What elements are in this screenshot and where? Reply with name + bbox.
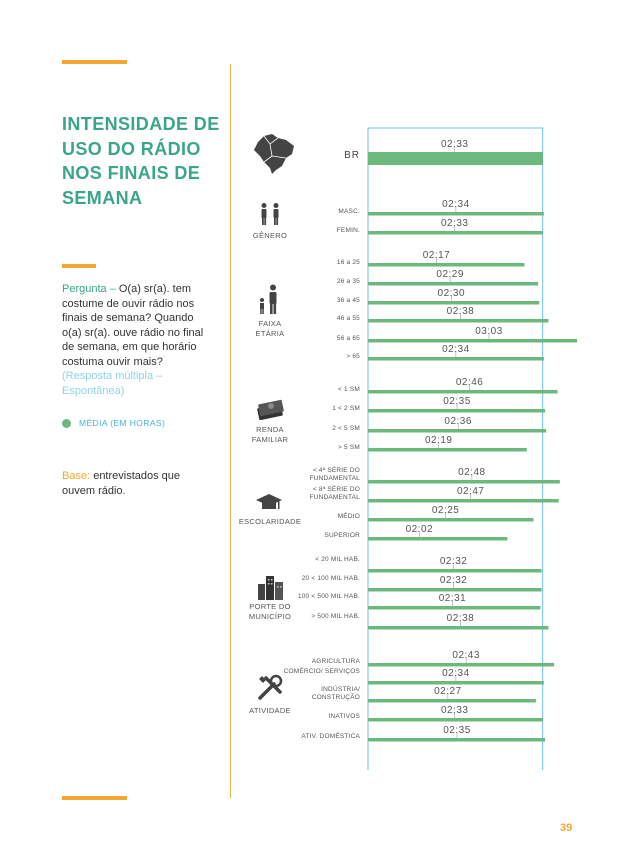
bar [368,212,544,216]
category-label: COMÉRCIO/ SERVIÇOS [283,668,360,675]
bar [368,301,539,305]
bar [368,738,545,742]
category-label: MÉDIO [337,513,360,520]
category-label: 100 < 500 MIL HAB. [297,593,360,600]
value-label: 02:25 [431,505,460,516]
bar [368,718,543,722]
bar [368,390,558,394]
bar [368,409,545,413]
value-label: 02:47 [456,486,485,497]
value-label: 02:38 [446,613,475,624]
category-label: > 65 [346,353,360,360]
question-body: O(a) sr(a). tem costume de ouvir rádio nos finais de semana? Quando o(a) sr(a). ouve rádio no final de semana, em que horário costuma ouvir mais? [62,283,204,368]
bar [368,569,542,573]
value-label: 02:43 [452,650,480,661]
bar [368,626,548,630]
bar [368,448,527,452]
value-label: 02:33 [440,139,469,150]
category-label: SUPERIOR [324,532,360,539]
value-label: 02:32 [439,575,468,586]
category-label: > 5 SM [338,444,360,451]
value-label: 02:33 [440,218,469,229]
category-label: < 8ª SÉRIE DO FUNDAMENTAL [309,486,360,501]
value-label: 02:33 [440,705,469,716]
value-label: 02:34 [442,199,470,210]
category-label: AGRICULTURA [311,658,360,665]
legend-label: MÉDIA (EM HORAS) [79,418,166,428]
bar [368,681,544,685]
question-lead: Pergunta – [62,283,119,295]
bar [368,699,536,703]
value-label: 02:38 [446,306,475,317]
bar [368,357,544,361]
category-label: 16 a 25 [336,259,360,266]
category-label: 2 < 5 SM [332,425,360,432]
bar [368,518,534,522]
value-label: 02:34 [442,668,470,679]
category-label: INATIVOS [328,713,360,720]
category-label: BR [344,150,360,161]
value-label: 02:32 [439,556,468,567]
category-label: 1 < 2 SM [332,405,360,412]
value-label: 02:29 [436,269,464,280]
value-label: 03:03 [475,326,503,337]
category-label: INDÚSTRIA/ CONSTRUÇÃO [311,686,360,701]
value-label: 02:02 [405,524,434,535]
category-label: > 500 MIL HAB. [311,613,360,620]
group-label-age: FAIXA ETÁRIA [255,319,285,338]
value-label: 02:19 [424,435,453,446]
question-note: (Resposta múltipla – Espontânea) [62,370,163,397]
category-label: 26 a 35 [336,278,360,285]
value-label: 02:35 [443,396,471,407]
bar [368,499,559,503]
value-label: 02:34 [442,344,470,355]
group-label-gender: GÊNERO [252,231,288,240]
group-label-income: RENDA FAMILIAR [251,425,289,444]
category-label: < 4ª SÉRIE DO FUNDAMENTAL [309,467,360,482]
value-label: 02:27 [434,686,462,697]
bar [368,231,543,235]
value-label: 02:48 [458,467,486,478]
page-number: 39 [560,822,573,834]
bar [368,480,560,484]
value-label: 02:31 [438,593,467,604]
bar [368,606,540,610]
category-label: 20 < 100 MIL HAB. [301,575,360,582]
category-label: 46 a 55 [336,315,360,322]
value-label: 02:35 [443,725,471,736]
value-label: 02:46 [455,377,484,388]
category-label: FEMIN. [336,227,360,234]
value-label: 02:17 [422,250,451,261]
value-label: 02:30 [437,288,466,299]
group-label-education: ESCOLARIDADE [238,517,302,526]
base-lead: Base: [62,470,91,482]
category-label: < 1 SM [338,386,360,393]
bar [368,537,507,541]
value-label: 02:36 [444,416,472,427]
bar [368,282,538,286]
base-text: entrevistados que ouvem rádio. [62,470,181,497]
bar [368,263,524,267]
bar [368,429,546,433]
category-label: < 20 MIL HAB. [315,556,360,563]
category-label: 36 a 45 [336,297,360,304]
bar [368,152,543,165]
group-label-city-size: PORTE DO MUNICÍPIO [248,602,292,621]
bar [368,588,542,592]
bar [368,663,554,667]
bar [368,319,548,323]
category-label: 56 a 65 [336,335,360,342]
bar [368,339,577,343]
page-title: INTENSIDADE DE USO DO RÁDIO NOS FINAIS DE SEMANA [62,114,220,208]
category-label: ATIV. DOMÉSTICA [301,733,360,740]
category-label: MASC. [338,208,360,215]
group-label-activity: ATIVIDADE [249,706,291,715]
